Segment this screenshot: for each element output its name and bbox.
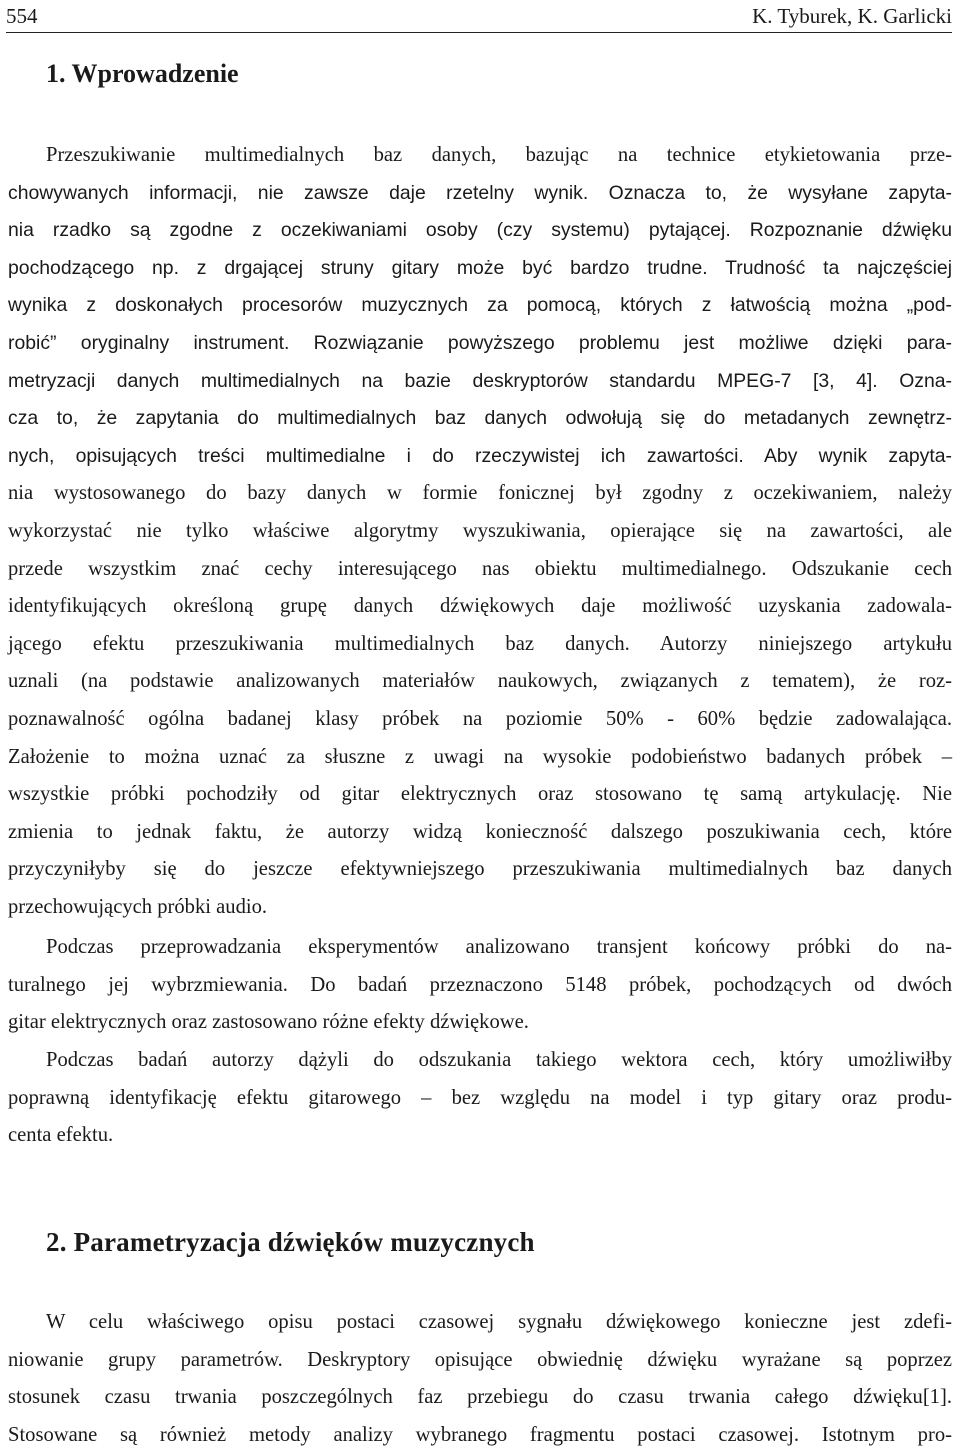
text-line: Stosowane są również metody analizy wybranego fragmentu postaci czasowej. Istotnym pro- <box>8 1423 952 1446</box>
text-line: nia rzadko są zgodne z oczekiwaniami osoby (czy systemu) pytającej. Rozpoznanie dźwięku <box>8 219 952 242</box>
text-line: uznali (na podstawie analizowanych materiałów naukowych, związanych z tematem), że roz- <box>8 670 952 693</box>
text-line: poznawalność ogólna badanej klasy próbek na poziomie 50% - 60% będzie zadowalająca. <box>8 707 952 730</box>
text-line: robić” oryginalny instrument. Rozwiązanie powyższego problemu jest możliwe dzięki para- <box>8 331 952 354</box>
text-line: identyfikujących określoną grupę danych dźwiękowych daje możliwość uzyskania zadowala- <box>8 595 952 618</box>
text-line: wynika z doskonałych procesorów muzycznych za pomocą, których z łatwością można „pod- <box>8 294 952 317</box>
text-line: nia wystosowanego do bazy danych w formie fonicznej był zgodny z oczekiwaniem, należy <box>8 482 952 505</box>
text-line: W celu właściwego opisu postaci czasowej sygnału dźwiękowego konieczne jest zdefi- <box>46 1311 952 1333</box>
text-line: wszystkie próbki pochodziły od gitar elektrycznych oraz stosowano tę samą artykulację. Nie <box>8 783 952 806</box>
text-line: nych, opisujących treści multimedialne i do rzeczywistej ich zawartości. Aby wynik zapyta- <box>8 444 952 467</box>
running-header <box>6 2 952 33</box>
text-line: Założenie to można uznać za słuszne z uwagi na wysokie podobieństwo badanych próbek – <box>8 745 952 768</box>
header-authors: K. Tyburek, K. Garlicki <box>752 4 952 28</box>
text-line: przechowujących próbki audio. <box>8 895 268 918</box>
text-line: turalnego jej wybrzmiewania. Do badań przeznaczono 5148 próbek, pochodzących od dwóch <box>8 973 952 996</box>
text-line: metryzacji danych multimedialnych na bazie deskryptorów standardu MPEG-7 [3, 4]. Ozna- <box>8 369 952 392</box>
intro-paragraph-2 <box>8 929 952 1042</box>
text-line: cza to, że zapytania do multimedialnych baz danych odwołują się do metadanych zewnętrz- <box>8 407 952 430</box>
text-line: jącego efektu przeszukiwania multimedialnych baz danych. Autorzy niniejszego artykułu <box>8 632 952 655</box>
text-line: pochodzącego np. z drgającej struny gitary może być bardzo trudne. Trudność ta najczęściej <box>8 256 952 279</box>
text-line: wykorzystać nie tylko właściwe algorytmy wyszukiwania, opierające się na zawartości, ale <box>8 519 952 542</box>
text-line: przede wszystkim znać cechy interesującego nas obiektu multimedialnego. Odszukanie cech <box>8 557 952 580</box>
page-number: 554 <box>6 4 38 28</box>
text-line: niowanie grupy parametrów. Deskryptory opisujące obwiednię dźwięku wyrażane są poprzez <box>8 1348 952 1371</box>
text-line: Podczas badań autorzy dążyli do odszukania takiego wektora cech, który umożliwiłby <box>46 1049 952 1071</box>
text-line: Podczas przeprowadzania eksperymentów analizowano transjent końcowy próbki do na- <box>46 936 952 958</box>
section-heading-introduction: 1. Wprowadzenie <box>46 59 239 88</box>
intro-paragraph-1 <box>8 137 952 926</box>
text-line: zmienia to jednak faktu, że autorzy widzą konieczność dalszego poszukiwania cech, które <box>8 820 952 843</box>
text-line: centa efektu. <box>8 1124 114 1147</box>
text-line: poprawną identyfikację efektu gitarowego – bez względu na model i typ gitary oraz produ- <box>8 1086 952 1109</box>
intro-paragraph-3 <box>8 1042 952 1155</box>
text-line: Przeszukiwanie multimedialnych baz danych, bazując na technice etykietowania prze- <box>46 144 952 166</box>
text-line: przyczyniłyby się do jeszcze efektywniejszego przeszukiwania multimedialnych baz danych <box>8 858 952 881</box>
text-line: stosunek czasu trwania poszczególnych faz przebiegu do czasu trwania całego dźwięku[1]. <box>8 1386 952 1409</box>
section-heading-parametrization: 2. Parametryzacja dźwięków muzycznych <box>46 1227 535 1257</box>
text-line: chowywanych informacji, nie zawsze daje rzetelny wynik. Oznacza to, że wysyłane zapyta- <box>8 181 952 204</box>
text-line: gitar elektrycznych oraz zastosowano różne efekty dźwiękowe. <box>8 1011 529 1034</box>
parametrization-paragraph-1 <box>8 1304 952 1454</box>
